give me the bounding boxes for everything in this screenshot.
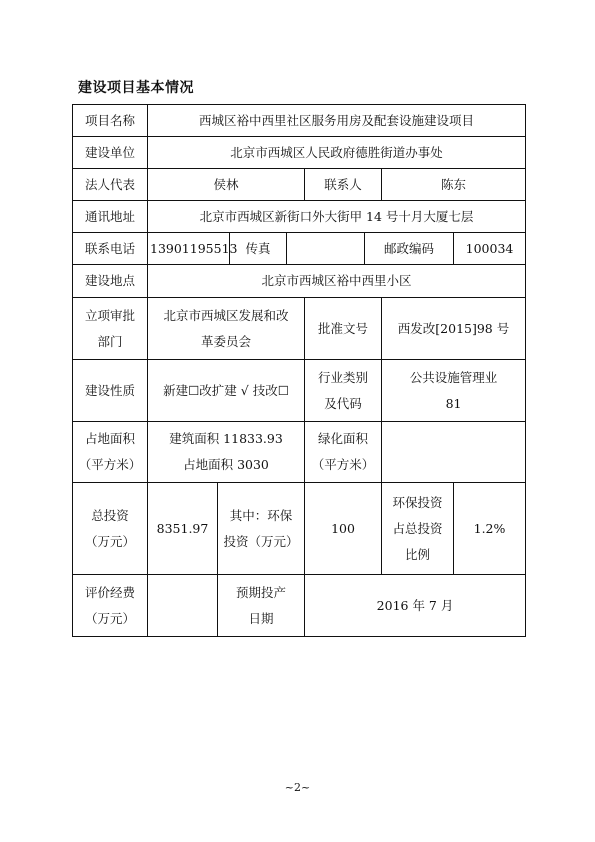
row-area — [73, 422, 526, 483]
row-nature — [73, 360, 526, 422]
value-approval — [148, 298, 305, 360]
label-approval-line2: 部门 — [97, 333, 123, 349]
label-ratio-line2: 占总投资 — [392, 520, 443, 536]
value-site: 北京市西城区裕中西里小区 — [148, 265, 526, 298]
label-env-line2: 投资（万元） — [223, 533, 299, 549]
row-phone — [73, 233, 526, 265]
row-approval — [73, 298, 526, 360]
row-project-name — [73, 105, 526, 137]
label-approval-line1: 立项审批 — [84, 307, 135, 323]
label-industry-line1: 行业类别 — [317, 369, 368, 385]
row-builder — [73, 137, 526, 169]
label-env-line1: 其中：环保 — [229, 507, 293, 523]
label-production-date — [218, 575, 305, 637]
value-env-ratio: 1.2% — [454, 483, 526, 575]
value-area-line1: 建筑面积 11833.93 — [169, 431, 283, 446]
label-approval-doc: 批准文号 — [305, 298, 382, 360]
value-area — [148, 422, 305, 483]
row-address — [73, 201, 526, 233]
value-env-investment: 100 — [305, 483, 382, 575]
row-legal-rep — [73, 169, 526, 201]
label-area-line1: 占地面积 — [84, 431, 135, 446]
value-area-line2: 占地面积 3030 — [183, 457, 269, 472]
label-green — [305, 422, 382, 483]
value-industry-line1: 公共设施管理业 — [409, 369, 498, 385]
value-eval-fee — [148, 575, 218, 637]
label-investment-line1: 总投资 — [91, 507, 129, 523]
label-area-line2: （平方米） — [78, 457, 142, 472]
label-area — [73, 422, 148, 483]
label-builder: 建设单位 — [73, 137, 148, 169]
value-fax — [287, 233, 365, 265]
value-legal-rep: 侯林 — [148, 169, 305, 201]
label-industry — [305, 360, 382, 422]
value-postal: 100034 — [454, 233, 526, 265]
row-site — [73, 265, 526, 298]
label-project-name: 项目名称 — [73, 105, 148, 137]
label-ratio-line3: 比例 — [404, 546, 430, 562]
label-phone: 联系电话 — [73, 233, 148, 265]
label-eval-line2: （万元） — [84, 610, 135, 626]
label-approval — [73, 298, 148, 360]
value-investment: 8351.97 — [148, 483, 218, 575]
project-info-table — [72, 104, 526, 637]
value-phone: 13901195513 — [148, 233, 230, 265]
value-approval-line2: 革委员会 — [200, 333, 251, 349]
value-production-date: 2016 年 7 月 — [305, 575, 526, 637]
row-investment — [73, 483, 526, 575]
label-fax: 传真 — [230, 233, 287, 265]
value-green — [382, 422, 526, 483]
value-contact: 陈东 — [382, 169, 526, 201]
label-investment-line2: （万元） — [84, 533, 135, 549]
label-postal: 邮政编码 — [365, 233, 454, 265]
value-nature: 新建☐改扩建 √ 技改☐ — [148, 360, 305, 422]
label-date-line2: 日期 — [248, 610, 274, 626]
page-number: ~2~ — [284, 781, 311, 794]
label-eval-fee — [73, 575, 148, 637]
label-industry-line2: 及代码 — [324, 395, 362, 411]
label-green-line2: （平方米） — [311, 457, 375, 472]
value-builder: 北京市西城区人民政府德胜街道办事处 — [148, 137, 526, 169]
value-approval-line1: 北京市西城区发展和改 — [163, 307, 289, 323]
value-project-name: 西城区裕中西里社区服务用房及配套设施建设项目 — [148, 105, 526, 137]
label-address: 通讯地址 — [73, 201, 148, 233]
label-site: 建设地点 — [73, 265, 148, 298]
label-investment — [73, 483, 148, 575]
label-ratio-line1: 环保投资 — [392, 494, 443, 510]
row-eval-fee — [73, 575, 526, 637]
label-green-line1: 绿化面积 — [317, 431, 368, 446]
value-industry — [382, 360, 526, 422]
label-env-ratio — [382, 483, 454, 575]
section-title: 建设项目基本情况 — [78, 80, 194, 96]
label-contact: 联系人 — [305, 169, 382, 201]
label-nature: 建设性质 — [73, 360, 148, 422]
value-address: 北京市西城区新街口外大街甲 14 号十月大厦七层 — [148, 201, 526, 233]
value-approval-doc: 西发改[2015]98 号 — [382, 298, 526, 360]
label-env-investment — [218, 483, 305, 575]
label-date-line1: 预期投产 — [235, 584, 286, 600]
label-legal-rep: 法人代表 — [73, 169, 148, 201]
label-eval-line1: 评价经费 — [84, 584, 135, 600]
value-industry-line2: 81 — [445, 395, 462, 411]
